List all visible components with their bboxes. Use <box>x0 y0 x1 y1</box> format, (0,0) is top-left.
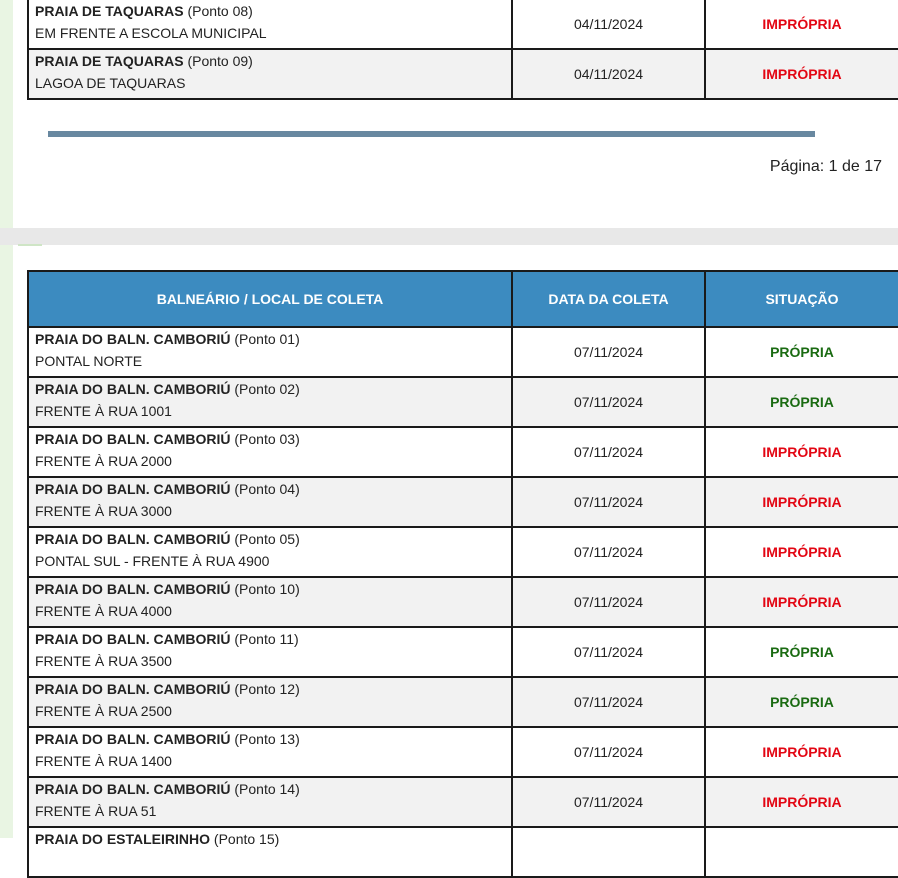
location-cell <box>28 627 512 677</box>
location-cell <box>28 777 512 827</box>
beach-name: PRAIA DO BALN. CAMBORIÚ <box>35 381 231 397</box>
collection-date: 07/11/2024 <box>512 527 705 577</box>
location-cell <box>28 49 512 99</box>
table-row <box>28 727 898 777</box>
collection-date: 07/11/2024 <box>512 677 705 727</box>
table-row <box>28 477 898 527</box>
location-cell <box>28 477 512 527</box>
point-label: (Ponto 08) <box>187 3 253 19</box>
point-label: (Ponto 12) <box>234 681 300 697</box>
left-margin-strip <box>0 0 13 838</box>
table-row <box>28 777 898 827</box>
point-label: (Ponto 03) <box>234 431 300 447</box>
collection-date: 04/11/2024 <box>512 0 705 49</box>
collection-date: 04/11/2024 <box>512 49 705 99</box>
page-divider-line <box>48 131 815 137</box>
beach-name: PRAIA DO BALN. CAMBORIÚ <box>35 531 231 547</box>
status-badge: PRÓPRIA <box>705 377 898 427</box>
table-row <box>28 427 898 477</box>
point-label: (Ponto 14) <box>234 781 300 797</box>
location-cell <box>28 577 512 627</box>
collection-date: 07/11/2024 <box>512 427 705 477</box>
previous-page-table <box>27 0 898 100</box>
beach-name: PRAIA DO BALN. CAMBORIÚ <box>35 331 231 347</box>
location-detail: FRENTE À RUA 2000 <box>35 453 172 469</box>
point-label: (Ponto 01) <box>234 331 300 347</box>
status-badge: IMPRÓPRIA <box>705 49 898 99</box>
point-label: (Ponto 11) <box>234 631 299 647</box>
location-cell <box>28 677 512 727</box>
location-detail: FRENTE À RUA 3500 <box>35 653 172 669</box>
page-gap <box>0 228 898 245</box>
water-quality-table <box>27 270 898 878</box>
table-row <box>28 377 898 427</box>
status-badge: IMPRÓPRIA <box>705 777 898 827</box>
location-detail: PONTAL NORTE <box>35 353 143 369</box>
collection-date: 07/11/2024 <box>512 477 705 527</box>
page-number: Página: 1 de 17 <box>769 158 882 175</box>
point-label: (Ponto 15) <box>213 831 280 847</box>
collection-date: 07/11/2024 <box>512 327 705 377</box>
location-detail: FRENTE À RUA 2500 <box>35 703 172 719</box>
location-cell <box>28 827 512 877</box>
table-row <box>28 677 898 727</box>
table-row <box>28 0 898 49</box>
header-status: SITUAÇÃO <box>705 271 898 327</box>
location-detail: PONTAL SUL - FRENTE À RUA 4900 <box>35 553 270 569</box>
location-detail: FRENTE À RUA 1400 <box>35 753 172 769</box>
header-location: BALNEÁRIO / LOCAL DE COLETA <box>28 271 512 327</box>
location-detail: EM FRENTE A ESCOLA MUNICIPAL <box>35 25 267 41</box>
header-date: DATA DA COLETA <box>512 271 705 327</box>
table-row <box>28 627 898 677</box>
collection-date: 07/11/2024 <box>512 727 705 777</box>
point-label: (Ponto 04) <box>234 481 300 497</box>
status-badge: IMPRÓPRIA <box>705 427 898 477</box>
status-badge: IMPRÓPRIA <box>705 477 898 527</box>
location-detail: FRENTE À RUA 1001 <box>35 403 172 419</box>
beach-name: PRAIA DO BALN. CAMBORIÚ <box>35 481 231 497</box>
location-detail: FRENTE À RUA 51 <box>35 803 157 819</box>
beach-name: PRAIA DO BALN. CAMBORIÚ <box>35 431 231 447</box>
point-label: (Ponto 13) <box>234 731 300 747</box>
beach-name: PRAIA DO BALN. CAMBORIÚ <box>35 581 231 597</box>
location-cell <box>28 527 512 577</box>
table-row <box>28 49 898 99</box>
status-badge: IMPRÓPRIA <box>705 727 898 777</box>
beach-name: PRAIA DE TAQUARAS <box>35 53 184 69</box>
status-badge: PRÓPRIA <box>705 677 898 727</box>
location-cell <box>28 377 512 427</box>
status-badge: IMPRÓPRIA <box>705 577 898 627</box>
collection-date: 07/11/2024 <box>512 627 705 677</box>
status-badge: IMPRÓPRIA <box>705 527 898 577</box>
beach-name: PRAIA DO BALN. CAMBORIÚ <box>35 731 231 747</box>
location-cell <box>28 0 512 49</box>
collection-date <box>512 827 705 877</box>
status-badge: IMPRÓPRIA <box>705 0 898 49</box>
point-label: (Ponto 09) <box>187 53 253 69</box>
point-label: (Ponto 02) <box>234 381 300 397</box>
location-detail: FRENTE À RUA 3000 <box>35 503 172 519</box>
collection-date: 07/11/2024 <box>512 377 705 427</box>
point-label: (Ponto 10) <box>234 581 300 597</box>
location-cell <box>28 727 512 777</box>
collection-date: 07/11/2024 <box>512 577 705 627</box>
location-cell <box>28 427 512 477</box>
point-label: (Ponto 05) <box>234 531 300 547</box>
table-row <box>28 827 898 877</box>
beach-name: PRAIA DO ESTALEIRINHO <box>35 831 211 847</box>
location-detail: LAGOA DE TAQUARAS <box>35 75 186 91</box>
table-row <box>28 327 898 377</box>
status-badge: PRÓPRIA <box>705 627 898 677</box>
beach-name: PRAIA DO BALN. CAMBORIÚ <box>35 781 231 797</box>
status-badge: PRÓPRIA <box>705 327 898 377</box>
collection-date: 07/11/2024 <box>512 777 705 827</box>
table-row <box>28 577 898 627</box>
beach-name: PRAIA DE TAQUARAS <box>35 3 184 19</box>
beach-name: PRAIA DO BALN. CAMBORIÚ <box>35 631 231 647</box>
location-detail: FRENTE À RUA 4000 <box>35 603 172 619</box>
status-badge <box>705 827 898 877</box>
beach-name: PRAIA DO BALN. CAMBORIÚ <box>35 681 231 697</box>
location-cell <box>28 327 512 377</box>
table-row <box>28 527 898 577</box>
